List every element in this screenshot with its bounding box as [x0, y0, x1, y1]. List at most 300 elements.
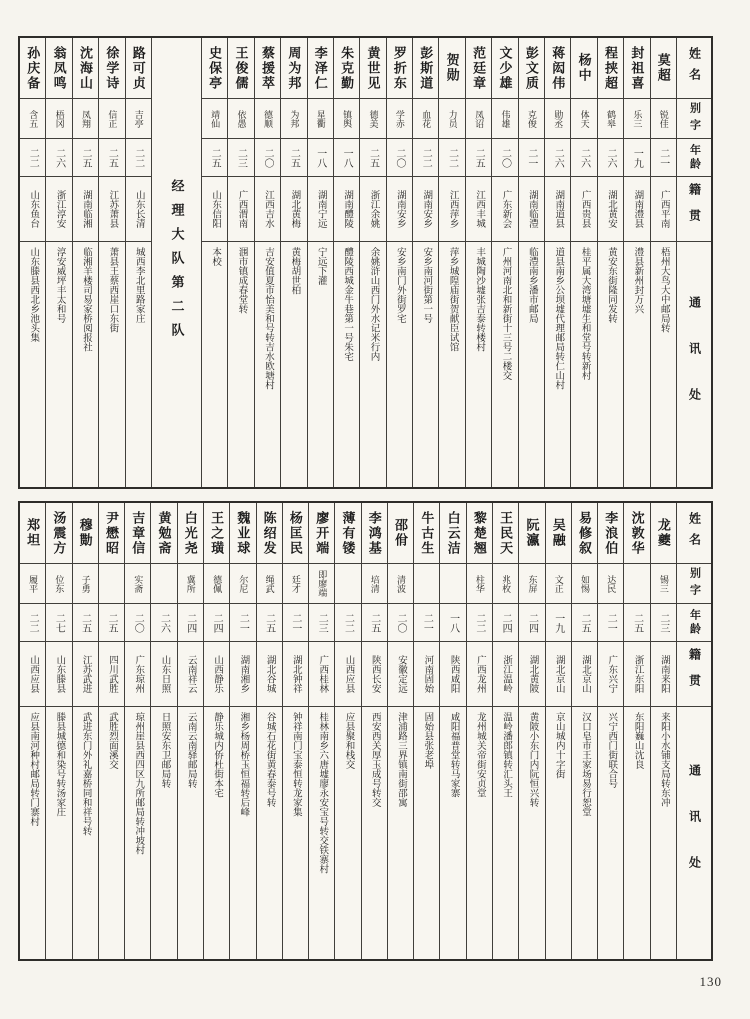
person-native-place-cell: [230, 642, 255, 707]
header-cell-address: [677, 707, 711, 959]
header-label-courtesy: 别字: [688, 101, 701, 136]
person-column: [125, 38, 151, 487]
person-address: 龙州城关帝街安贞堂: [474, 712, 485, 798]
person-native-place-cell: [519, 177, 544, 242]
person-courtesy-name: 吉亭: [133, 109, 144, 128]
person-native-place: 湖北京山: [580, 655, 591, 693]
person-courtesy-name-cell: [20, 99, 45, 139]
person-column: [545, 503, 571, 959]
person-native-place-cell: [572, 642, 597, 707]
person-native-place: 湖北黄梅: [289, 190, 300, 228]
person-address: 武进东门外礼嘉桥同和祥号转: [80, 712, 91, 836]
person-address: 安乡南河街第一号: [421, 247, 432, 323]
person-address: 萍乡城隍庙街贺献臣试馆: [447, 247, 458, 352]
person-native-place: 湖南湘乡: [238, 655, 249, 693]
person-native-place: 湖南临澧: [526, 190, 537, 228]
person-address-cell: [46, 242, 71, 487]
person-courtesy-name: 体天: [579, 109, 590, 128]
person-address-cell: [125, 707, 150, 959]
person-courtesy-name-cell: [414, 564, 439, 604]
person-native-place: 江西吉水: [262, 190, 273, 228]
person-native-place-cell: [20, 642, 45, 707]
person-native-place-cell: [125, 642, 150, 707]
person-address-cell: [519, 707, 544, 959]
person-age: 二五: [631, 612, 643, 633]
person-age: 二三: [235, 147, 247, 168]
person-age-cell: [467, 604, 492, 642]
person-name: 杨匡民: [287, 510, 303, 556]
person-age-cell: [228, 139, 253, 177]
person-address: 固始县张老埠: [422, 712, 433, 769]
person-age-cell: [255, 139, 280, 177]
person-address: 钟祥南门宝泰恒转龙家集: [290, 712, 301, 817]
person-age: 二六: [605, 147, 617, 168]
person-courtesy-name: 清波: [396, 574, 407, 593]
person-column: [412, 38, 438, 487]
person-name-cell: [99, 503, 124, 564]
person-native-place: 湖北钟祥: [290, 655, 301, 693]
person-native-place-cell: [99, 177, 124, 242]
person-native-place-cell: [651, 177, 676, 242]
person-address: 萧县王蔡西崖口东街: [107, 247, 118, 333]
person-name: 白云洁: [445, 510, 461, 556]
person-courtesy-name: 即廖端: [317, 570, 328, 597]
person-name-cell: [362, 503, 387, 564]
person-address: 临湘羊楼司易家桥阅报社: [80, 247, 91, 352]
person-column: [518, 38, 544, 487]
person-age: 二二: [473, 612, 485, 633]
person-address: 咸阳福普堂转马家寨: [448, 712, 459, 798]
person-address-cell: [99, 242, 124, 487]
person-name: 尹懋昭: [103, 510, 119, 556]
person-address-cell: [439, 242, 464, 487]
person-courtesy-name: 信正: [107, 109, 118, 128]
person-age-cell: [73, 604, 98, 642]
person-name: 孙庆备: [25, 45, 41, 91]
person-address: 丰城陶沙墟张吉泰转楼村: [474, 247, 485, 352]
person-name: 路可贞: [130, 45, 146, 91]
person-age: 一九: [552, 612, 564, 633]
person-courtesy-name-cell: [413, 99, 438, 139]
person-native-place: 湖南道县: [553, 190, 564, 228]
person-name: 黄世见: [365, 45, 381, 91]
person-native-place-cell: [126, 177, 151, 242]
person-column: [650, 503, 676, 959]
person-name: 龙夔: [655, 518, 671, 548]
person-address: 琼州崖县西四区九所邮局转冲坡村: [133, 712, 144, 855]
person-column: [45, 503, 71, 959]
person-age-cell: [334, 139, 359, 177]
person-name-cell: [283, 503, 308, 564]
person-courtesy-name: 锐佳: [658, 109, 669, 128]
person-address: 应县南河种村邮局转门寨村: [28, 712, 39, 826]
person-native-place: 陕西咸阳: [448, 655, 459, 693]
person-age-cell: [230, 604, 255, 642]
person-age: 一八: [447, 612, 459, 633]
person-address: 津浦路三界镇南街邵寓: [396, 712, 407, 807]
person-age-cell: [624, 604, 649, 642]
person-column: [413, 503, 439, 959]
person-native-place-cell: [413, 177, 438, 242]
person-age: 二五: [79, 612, 91, 633]
person-address-cell: [204, 707, 229, 959]
person-native-place: 广西桂林: [317, 655, 328, 693]
person-address-cell: [572, 707, 597, 959]
person-address: 兴宁西门街联合号: [606, 712, 617, 788]
person-column: [72, 503, 98, 959]
person-age-cell: [571, 139, 596, 177]
person-address-cell: [73, 707, 98, 959]
person-name: 吴融: [550, 518, 566, 548]
person-column: [72, 38, 98, 487]
person-courtesy-name: 凤诏: [474, 109, 485, 128]
person-age-cell: [202, 139, 227, 177]
person-age: 二〇: [499, 147, 511, 168]
person-name-cell: [414, 503, 439, 564]
person-column: [466, 503, 492, 959]
person-native-place-cell: [360, 177, 385, 242]
person-courtesy-name: 依愚: [236, 109, 247, 128]
person-age: 二〇: [393, 147, 405, 168]
person-column: [597, 503, 623, 959]
person-native-place-cell: [204, 642, 229, 707]
person-name-cell: [230, 503, 255, 564]
person-courtesy-name-cell: [388, 564, 413, 604]
person-native-place: 山东鱼台: [28, 190, 39, 228]
person-address-cell: [309, 707, 334, 959]
person-name: 王之璜: [209, 510, 225, 556]
person-column: [491, 38, 517, 487]
person-column: [623, 503, 649, 959]
person-courtesy-name-cell: [572, 564, 597, 604]
header-label-name: 姓名: [687, 47, 702, 89]
person-courtesy-name-cell: [46, 564, 71, 604]
person-courtesy-name: 学赤: [394, 109, 405, 128]
header-cell-age: [677, 604, 711, 642]
person-age-cell: [178, 604, 203, 642]
person-name: 文少雄: [497, 45, 513, 91]
person-native-place-cell: [283, 642, 308, 707]
person-address-cell: [20, 707, 45, 959]
person-native-place: 安徽定远: [396, 655, 407, 693]
person-native-place-cell: [440, 642, 465, 707]
person-address: 京山城内十字街: [553, 712, 564, 779]
person-age-cell: [388, 604, 413, 642]
person-native-place-cell: [46, 642, 71, 707]
person-name-cell: [387, 38, 412, 99]
person-age-cell: [204, 604, 229, 642]
person-native-place: 山东长清: [133, 190, 144, 228]
person-age: 一八: [314, 147, 326, 168]
person-age-cell: [519, 604, 544, 642]
person-courtesy-name-cell: [546, 564, 571, 604]
person-address: 余姚浒山西门外水记米行内: [368, 247, 379, 361]
person-name-cell: [202, 38, 227, 99]
person-native-place: 河南固始: [422, 655, 433, 693]
person-address: 云南云南驿邮局转: [185, 712, 196, 788]
person-native-place-cell: [334, 177, 359, 242]
person-column: [201, 38, 227, 487]
person-age-cell: [493, 604, 518, 642]
person-name: 翁凤鸣: [51, 45, 67, 91]
person-courtesy-name-cell: [624, 99, 649, 139]
person-courtesy-name-cell: [519, 99, 544, 139]
person-age-cell: [257, 604, 282, 642]
person-courtesy-name-cell: [545, 99, 570, 139]
person-courtesy-name: 靖仙: [210, 109, 221, 128]
person-age-cell: [360, 139, 385, 177]
person-name: 王俊儒: [233, 45, 249, 91]
person-name: 穆勚: [77, 518, 93, 548]
person-address: 道县南乡公坝墟代理邮局转仁山村: [553, 247, 564, 390]
person-name-cell: [598, 38, 623, 99]
person-address-cell: [255, 242, 280, 487]
person-name: 彭斯道: [418, 45, 434, 91]
person-age: 二五: [368, 612, 380, 633]
person-name: 黎楚翘: [471, 510, 487, 556]
header-label-age: 年龄: [688, 608, 701, 637]
person-column: [438, 38, 464, 487]
person-age: 二四: [184, 612, 196, 633]
person-address-cell: [598, 242, 623, 487]
person-age: 二一: [605, 612, 617, 633]
person-age-cell: [545, 139, 570, 177]
person-native-place-cell: [651, 642, 676, 707]
person-address: 东阳巍山沈良: [632, 712, 643, 769]
person-courtesy-name: 培清: [369, 574, 380, 593]
person-column: [98, 38, 124, 487]
header-label-name: 姓名: [687, 512, 702, 554]
person-column: [20, 38, 45, 487]
person-column: [20, 503, 45, 959]
person-name-cell: [309, 503, 334, 564]
person-native-place-cell: [493, 642, 518, 707]
person-age-cell: [598, 604, 623, 642]
person-address-cell: [151, 707, 176, 959]
person-address: 湘乡杨周桥玉恒福转后峰: [238, 712, 249, 817]
person-age-cell: [413, 139, 438, 177]
person-column: [597, 38, 623, 487]
person-courtesy-name: 血花: [421, 109, 432, 128]
person-age: 二〇: [395, 612, 407, 633]
person-address: 应县聚和栈交: [343, 712, 354, 769]
person-address-cell: [492, 242, 517, 487]
person-native-place-cell: [281, 177, 306, 242]
person-name-cell: [335, 503, 360, 564]
person-native-place: 山西应县: [343, 655, 354, 693]
person-native-place-cell: [492, 177, 517, 242]
header-label-address: 通讯处: [687, 764, 702, 902]
person-native-place: 山西应县: [28, 655, 39, 693]
person-name: 王民天: [498, 510, 514, 556]
person-age: 二五: [263, 612, 275, 633]
person-address-cell: [413, 242, 438, 487]
person-native-place: 山西静乐: [212, 655, 223, 693]
person-age: 二五: [79, 147, 91, 168]
person-courtesy-name: 鹤皋: [606, 109, 617, 128]
person-native-place-cell: [624, 177, 649, 242]
person-native-place: 广东新会: [500, 190, 511, 228]
person-age-cell: [387, 139, 412, 177]
person-courtesy-name-cell: [387, 99, 412, 139]
person-native-place: 湖南临湘: [80, 190, 91, 228]
header-label-native: 籍贯: [687, 183, 702, 235]
registry-table-bottom: [18, 501, 713, 961]
person-name: 范廷章: [471, 45, 487, 91]
person-name-cell: [125, 503, 150, 564]
person-name-cell: [99, 38, 124, 99]
person-address: 吉安值夏市怡美和号转吉水欧塘村: [262, 247, 273, 390]
person-name-cell: [151, 503, 176, 564]
person-native-place: 浙江余姚: [368, 190, 379, 228]
person-native-place: 浙江淳安: [54, 190, 65, 228]
person-native-place-cell: [519, 642, 544, 707]
person-column: [623, 38, 649, 487]
person-native-place-cell: [228, 177, 253, 242]
person-courtesy-name: 履平: [28, 574, 39, 593]
person-age: 二四: [500, 612, 512, 633]
person-column: [544, 38, 570, 487]
person-native-place-cell: [255, 177, 280, 242]
person-age: 二二: [342, 612, 354, 633]
person-courtesy-name-cell: [439, 99, 464, 139]
person-name: 牛古生: [419, 510, 435, 556]
person-age: 二二: [420, 147, 432, 168]
header-cell-age: [677, 139, 711, 177]
person-age-cell: [440, 604, 465, 642]
person-native-place: 广西渭南: [236, 190, 247, 228]
person-address-cell: [230, 707, 255, 959]
person-name-cell: [624, 503, 649, 564]
person-courtesy-name-cell: [255, 99, 280, 139]
person-name-cell: [571, 38, 596, 99]
person-address: 山东滕县西北乡池头集: [28, 247, 39, 342]
person-native-place: 湖北京山: [553, 655, 564, 693]
person-age: 二二: [27, 147, 39, 168]
person-age: 二〇: [132, 612, 144, 633]
person-address: 城西李北里路家庄: [133, 247, 144, 323]
person-name-cell: [519, 38, 544, 99]
person-name: 黄勉斋: [156, 510, 172, 556]
person-name-cell: [388, 503, 413, 564]
person-name-cell: [360, 38, 385, 99]
person-name-cell: [598, 503, 623, 564]
person-age: 二六: [158, 612, 170, 633]
person-age: 二四: [526, 612, 538, 633]
person-courtesy-name-cell: [230, 564, 255, 604]
person-native-place-cell: [466, 177, 491, 242]
person-courtesy-name-cell: [467, 564, 492, 604]
person-courtesy-name-cell: [362, 564, 387, 604]
person-address-cell: [178, 707, 203, 959]
person-courtesy-name-cell: [151, 564, 176, 604]
person-column: [282, 503, 308, 959]
person-column: [307, 38, 333, 487]
person-native-place: 云南祥云: [185, 655, 196, 693]
person-column: [203, 503, 229, 959]
person-address: 安乡南门外街罗宅: [394, 247, 405, 323]
person-name-cell: [467, 503, 492, 564]
person-address-cell: [414, 707, 439, 959]
person-address-cell: [20, 242, 45, 487]
person-courtesy-name: 绳武: [264, 574, 275, 593]
person-courtesy-name: 勋丞: [553, 109, 564, 128]
person-courtesy-name-cell: [335, 564, 360, 604]
person-native-place: 山东信阳: [210, 190, 221, 228]
person-address: 涠市镇成春堂转: [236, 247, 247, 314]
person-name-cell: [545, 38, 570, 99]
person-column: [570, 38, 596, 487]
person-address: 滕县城德和染号转汤家庄: [54, 712, 65, 817]
person-address-cell: [126, 242, 151, 487]
person-column: [359, 38, 385, 487]
person-courtesy-name: 柱华: [474, 574, 485, 593]
person-courtesy-name: 含五: [28, 109, 39, 128]
person-age-cell: [126, 139, 151, 177]
person-native-place-cell: [598, 177, 623, 242]
person-name: 李鸿基: [366, 510, 382, 556]
person-name: 邵佾: [393, 518, 409, 548]
person-courtesy-name: 凤翔: [80, 109, 91, 128]
person-name-cell: [493, 503, 518, 564]
person-name: 魏业球: [235, 510, 251, 556]
person-address-cell: [466, 242, 491, 487]
person-name: 史保亭: [207, 45, 223, 91]
person-column: [254, 38, 280, 487]
person-name-cell: [651, 38, 676, 99]
page-number: 130: [699, 974, 722, 989]
person-courtesy-name: 德顺: [262, 109, 273, 128]
person-age: 二四: [211, 612, 223, 633]
person-age-cell: [99, 604, 124, 642]
person-address-cell: [360, 242, 385, 487]
person-courtesy-name: 星衢: [315, 109, 326, 128]
person-courtesy-name: 文正: [553, 574, 564, 593]
person-courtesy-name-cell: [99, 99, 124, 139]
person-name: 汤震方: [51, 510, 67, 556]
person-age: 二五: [288, 147, 300, 168]
person-column: [465, 38, 491, 487]
person-name: 贺勋: [444, 53, 460, 83]
person-address: 澧县新州封万兴: [632, 247, 643, 314]
person-native-place-cell: [308, 177, 333, 242]
person-age-cell: [281, 139, 306, 177]
person-address: 谷城石花街黄春泰号转: [264, 712, 275, 807]
person-column: [280, 38, 306, 487]
person-native-place-cell: [309, 642, 334, 707]
person-age: 二六: [552, 147, 564, 168]
person-column: [492, 503, 518, 959]
person-native-place: 湖北黄陂: [527, 655, 538, 693]
person-address-cell: [546, 707, 571, 959]
person-name-cell: [308, 38, 333, 99]
person-address-cell: [99, 707, 124, 959]
person-native-place-cell: [387, 177, 412, 242]
person-address-cell: [257, 707, 282, 959]
person-courtesy-name: 伟雄: [500, 109, 511, 128]
person-native-place: 山东滕县: [54, 655, 65, 693]
person-native-place: 湖南澧县: [632, 190, 643, 228]
header-label-courtesy: 别字: [688, 566, 701, 601]
person-courtesy-name: 德佩: [212, 574, 223, 593]
person-age: 二三: [657, 612, 669, 633]
header-cell-native: [677, 177, 711, 242]
person-native-place-cell: [73, 642, 98, 707]
person-courtesy-name-cell: [73, 99, 98, 139]
header-label-native: 籍贯: [687, 648, 702, 700]
person-column: [386, 38, 412, 487]
registry-table-top: [18, 36, 713, 489]
